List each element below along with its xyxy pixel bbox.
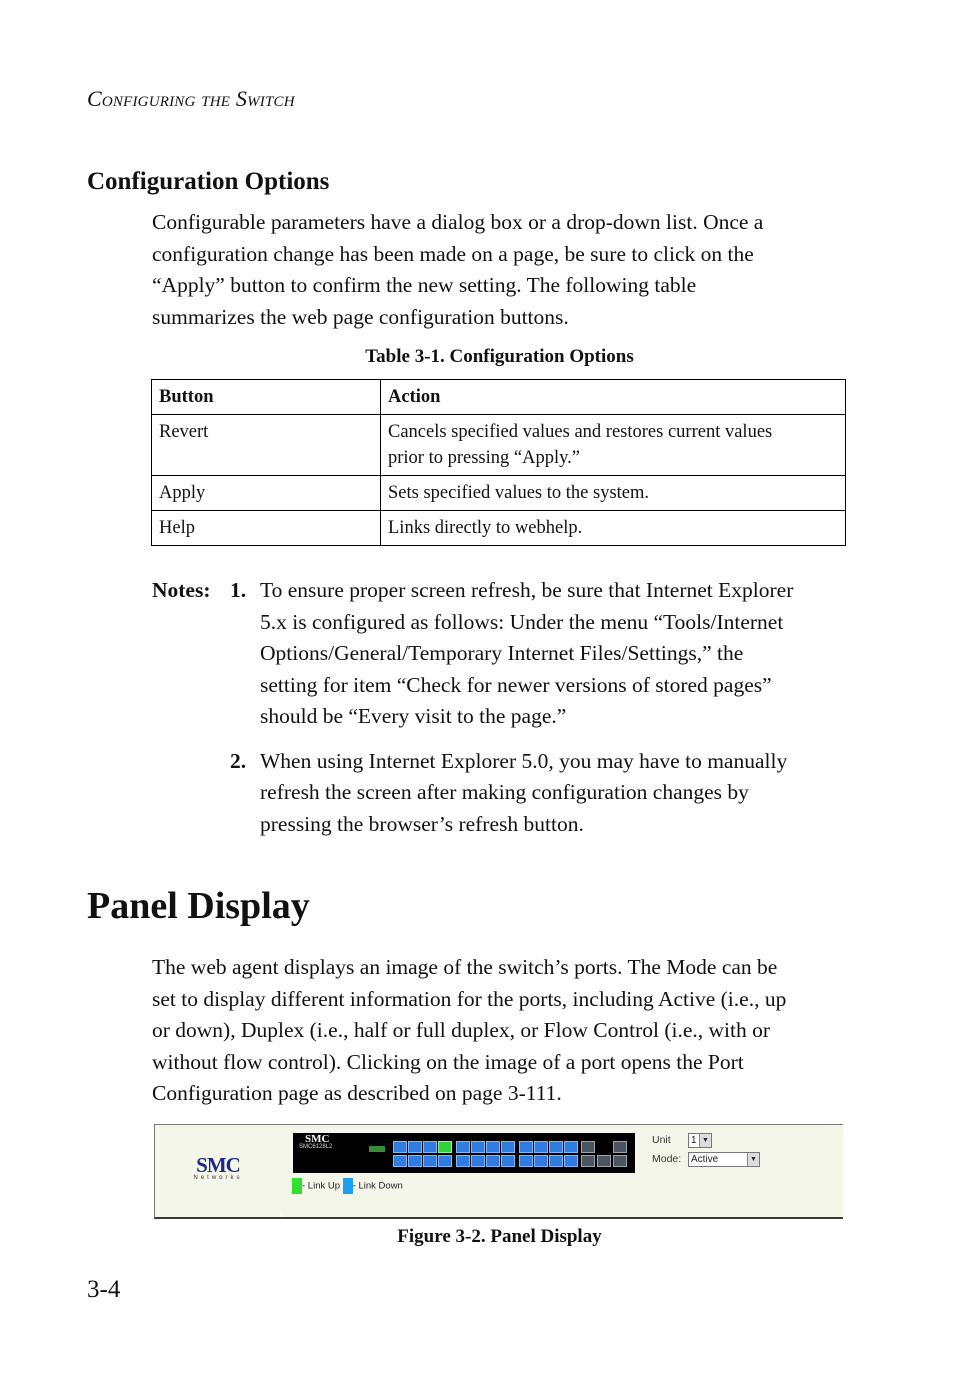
mode-select[interactable] [688,1152,760,1167]
table-cell-action [381,511,846,546]
table-cell-action [381,415,846,476]
port-icon[interactable] [534,1155,548,1167]
section-heading-panel-display: Panel Display [87,885,310,927]
panel-display-figure [154,1124,843,1219]
link-up-swatch [292,1178,302,1194]
note-line: When using Internet Explorer 5.0, you may have to manually [260,748,788,773]
port-icon[interactable] [408,1141,422,1153]
port-icon[interactable] [393,1141,407,1153]
running-head: Configuring the Switch [87,86,295,111]
unit-select[interactable] [688,1133,712,1148]
paragraph-line: Configurable parameters have a dialog box or a drop-down list. Once a [152,210,764,234]
port-icon[interactable] [501,1141,515,1153]
switch-model: SMC6128L2 [299,1144,333,1150]
panel-paragraph [152,952,852,1110]
legend-link-down: - Link Down [352,1180,403,1192]
table-row [152,511,846,546]
port-icon[interactable] [438,1141,452,1153]
configuration-options-table [151,379,846,546]
table-cell-action [381,476,846,511]
port-icon[interactable] [438,1155,452,1167]
port-icon[interactable] [423,1141,437,1153]
port-icon[interactable] [471,1141,485,1153]
note-line: To ensure proper screen refresh, be sure that Internet Explorer [260,578,794,602]
section-heading-configuration-options: Configuration Options [87,168,330,195]
paragraph-line: Configuration page as described on page 3-111. [152,1081,562,1105]
frame-divider [280,1213,282,1217]
action-line: prior to pressing “Apply.” [388,448,580,468]
port-legend [292,1178,403,1194]
gigabit-port-icon[interactable] [597,1155,611,1167]
chevron-down-icon: ▼ [699,1134,711,1147]
mode-select-value: Active [691,1154,719,1165]
smc-logo [183,1155,253,1181]
gigabit-port-icon[interactable] [613,1141,627,1153]
port-icon[interactable] [519,1155,533,1167]
paragraph-line: “Apply” button to confirm the new setting. The following table [152,273,697,297]
table-cell-button: Help [152,511,381,546]
table-header-row [152,380,846,415]
paragraph-line: without flow control). Clicking on the image of a port opens the Port [152,1049,744,1074]
port-icon[interactable] [519,1141,533,1153]
power-led [369,1146,385,1152]
paragraph-line: The web agent displays an image of the switch’s ports. The Mode can be [152,955,778,979]
port-grid [393,1141,631,1169]
note-number: 1. [230,578,247,602]
logo-text: SMC [196,1153,240,1177]
port-icon[interactable] [408,1155,422,1167]
action-line: Cancels specified values and restores current values [388,422,773,442]
port-icon[interactable] [549,1141,563,1153]
config-paragraph [152,207,852,333]
table-row [152,415,846,476]
port-icon[interactable] [549,1155,563,1167]
switch-front-panel [293,1133,635,1173]
table-caption: Table 3-1. Configuration Options [365,346,634,367]
action-line: Sets specified values to the system. [388,483,650,503]
note-line: Options/General/Temporary Internet Files/Settings,” the [260,641,744,665]
port-icon[interactable] [486,1141,500,1153]
note-item-1 [152,575,852,733]
switch-brand: SMC [305,1133,330,1145]
note-text [260,746,852,841]
table-cell-button: Apply [152,476,381,511]
note-text [260,575,852,733]
chevron-down-icon: ▼ [747,1153,759,1166]
port-icon[interactable] [534,1141,548,1153]
note-line: should be “Every visit to the page.” [260,704,567,728]
note-line: 5.x is configured as follows: Under the menu “Tools/Internet [260,609,784,634]
note-line: setting for item “Check for newer versions of stored pages” [260,672,772,697]
paragraph-line: or down), Duplex (i.e., half or full duplex, or Flow Control (i.e., with or [152,1018,771,1042]
gigabit-port-icon[interactable] [581,1141,595,1153]
port-icon[interactable] [564,1141,578,1153]
paragraph-line: configuration change has been made on a page, be sure to click on the [152,241,754,266]
gigabit-port-icon[interactable] [613,1155,627,1167]
port-icon[interactable] [501,1155,515,1167]
page-number: 3-4 [87,1276,121,1303]
port-icon[interactable] [456,1141,470,1153]
mode-label: Mode: [652,1153,682,1165]
gigabit-port-icon[interactable] [581,1155,595,1167]
table-cell-button: Revert [152,415,381,476]
port-icon[interactable] [564,1155,578,1167]
link-down-swatch [343,1178,353,1194]
note-line: refresh the screen after making configuration changes by [260,780,749,804]
column-header-action: Action [381,380,846,415]
figure-caption: Figure 3-2. Panel Display [397,1226,602,1247]
paragraph-line: set to display different information for the ports, including Active (i.e., up [152,986,787,1011]
port-icon[interactable] [486,1155,500,1167]
port-icon[interactable] [393,1155,407,1167]
port-icon[interactable] [423,1155,437,1167]
notes-block [152,575,852,840]
note-number: 2. [230,748,247,773]
note-line: pressing the browser’s refresh button. [260,811,584,836]
column-header-button: Button [152,380,381,415]
table-row [152,476,846,511]
note-item-2 [152,746,852,841]
paragraph-line: summarizes the web page configuration buttons. [152,304,569,329]
unit-label: Unit [652,1134,671,1146]
notes-label: Notes: [152,578,211,602]
port-icon[interactable] [456,1155,470,1167]
unit-select-value: 1 [691,1135,697,1146]
logo-subtitle: Networks [193,1175,243,1181]
legend-link-up: - Link Up [302,1180,341,1192]
port-icon[interactable] [471,1155,485,1167]
action-line: Links directly to webhelp. [388,518,583,538]
